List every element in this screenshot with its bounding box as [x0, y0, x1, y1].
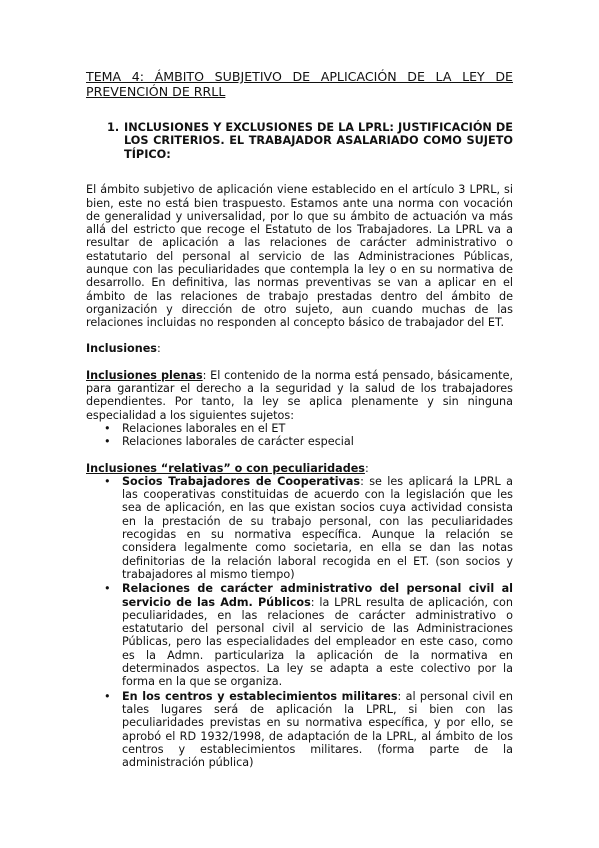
plenas-list [86, 422, 513, 449]
list-item-text: : se les aplicará la LPRL a las cooperativas constituidas de acuerdo con la legislación que les sea de aplicación, en las que existan socios cuya actividad consista en la prestación de su trabajo personal, con las peculiaridades recogidas en su normativa específica. Aunque la relación se considera legalmente como societaria, en ella se dan las notas definitorias de la relación laboral recogida en el ET. (son socios y trabajadores al mismo tiempo) [122, 474, 513, 581]
bullet-icon: • [104, 689, 111, 703]
plenas-text: : El contenido de la norma está pensado, básicamente, para garantizar el derecho a la seguridad y la salud de los trabajadores dependientes. Por tanto, la ley se aplica plenamente y sin ninguna especialidad a los siguientes sujetos: [86, 368, 514, 422]
list-item [86, 435, 513, 448]
section-heading [107, 121, 513, 161]
list-item [86, 475, 513, 581]
list-item-text: : la LPRL resulta de aplicación, con peculiaridades, en las relaciones de carácter administrativo o estatutario del personal civil al servicio de las Administraciones Públicas, pero las especialidades del empleador en este caso, como es la Admn. particulariza la aplicación de la normativa en determinados aspectos. La ley se adapta a este colectivo por la forma en la que se organiza. [122, 595, 513, 689]
bullet-icon: • [104, 421, 111, 435]
list-item [86, 690, 513, 770]
document-page [86, 70, 513, 782]
inclusiones-heading [86, 342, 513, 355]
intro-paragraph: El ámbito subjetivo de aplicación viene establecido en el artículo 3 LPRL, si bien, este no está bien traspuesto. Estamos ante una norma con vocación de generalidad y universalidad, por lo que su ámbito de actuación va más allá del estricto que recoge el Estatuto de los Trabajadores. La LPRL va a resultar de aplicación a las relaciones de carácter administrativo o estatutario del personal al servicio de las Administraciones Públicas, aunque con las peculiaridades que contempla la ley o en su normativa de desarrollo. En definitiva, las normas preventivas se van a aplicar en el ámbito de las relaciones de trabajo prestadas dentro del ámbito de organización y dirección de otro sujeto, aun cuando muchas de las relaciones incluidas no responden al concepto básico de trabajador del ET. [86, 183, 513, 330]
inclusiones-colon: : [156, 342, 161, 356]
section-heading-text: INCLUSIONES Y EXCLUSIONES DE LA LPRL: JUSTIFICACIÓN DE LOS CRITERIOS. EL TRABAJADOR ASALARIADO COMO SUJETO TÍPICO: [124, 121, 513, 161]
relativas-label: Inclusiones “relativas” o con peculiaridades [86, 461, 365, 475]
list-item-label: Relaciones de carácter administrativo del personal civil al servicio de las Adm. Públicos [122, 582, 513, 609]
relativas-colon: : [364, 461, 369, 475]
section-number: 1. [107, 121, 120, 134]
relativas-list [86, 475, 513, 770]
list-item-text: : al personal civil en tales lugares será de aplicación la LPRL, si bien con las peculiaridades previstas en su normativa específica, y por ello, se aprobó el RD 1932/1998, de adaptación de la LPRL, al ámbito de los centros y establecimientos militares. (forma parte de la administración pública) [122, 689, 513, 770]
list-item-text: Relaciones laborales en el ET [122, 421, 286, 435]
list-item-label: Socios Trabajadores de Cooperativas [122, 474, 361, 488]
list-item [86, 582, 513, 688]
list-item [86, 422, 513, 435]
bullet-icon: • [104, 582, 111, 596]
plenas-paragraph [86, 369, 513, 422]
relativas-heading [86, 462, 513, 475]
inclusiones-label: Inclusiones [86, 342, 157, 356]
bullet-icon: • [104, 435, 111, 449]
list-item-label: En los centros y establecimientos militares [122, 689, 398, 703]
plenas-label: Inclusiones plenas [86, 368, 203, 382]
list-item-text: Relaciones laborales de carácter especial [122, 435, 354, 449]
bullet-icon: • [104, 474, 111, 488]
document-title: TEMA 4: ÁMBITO SUBJETIVO DE APLICACIÓN DE LA LEY DE PREVENCIÓN DE RRLL [86, 69, 513, 99]
